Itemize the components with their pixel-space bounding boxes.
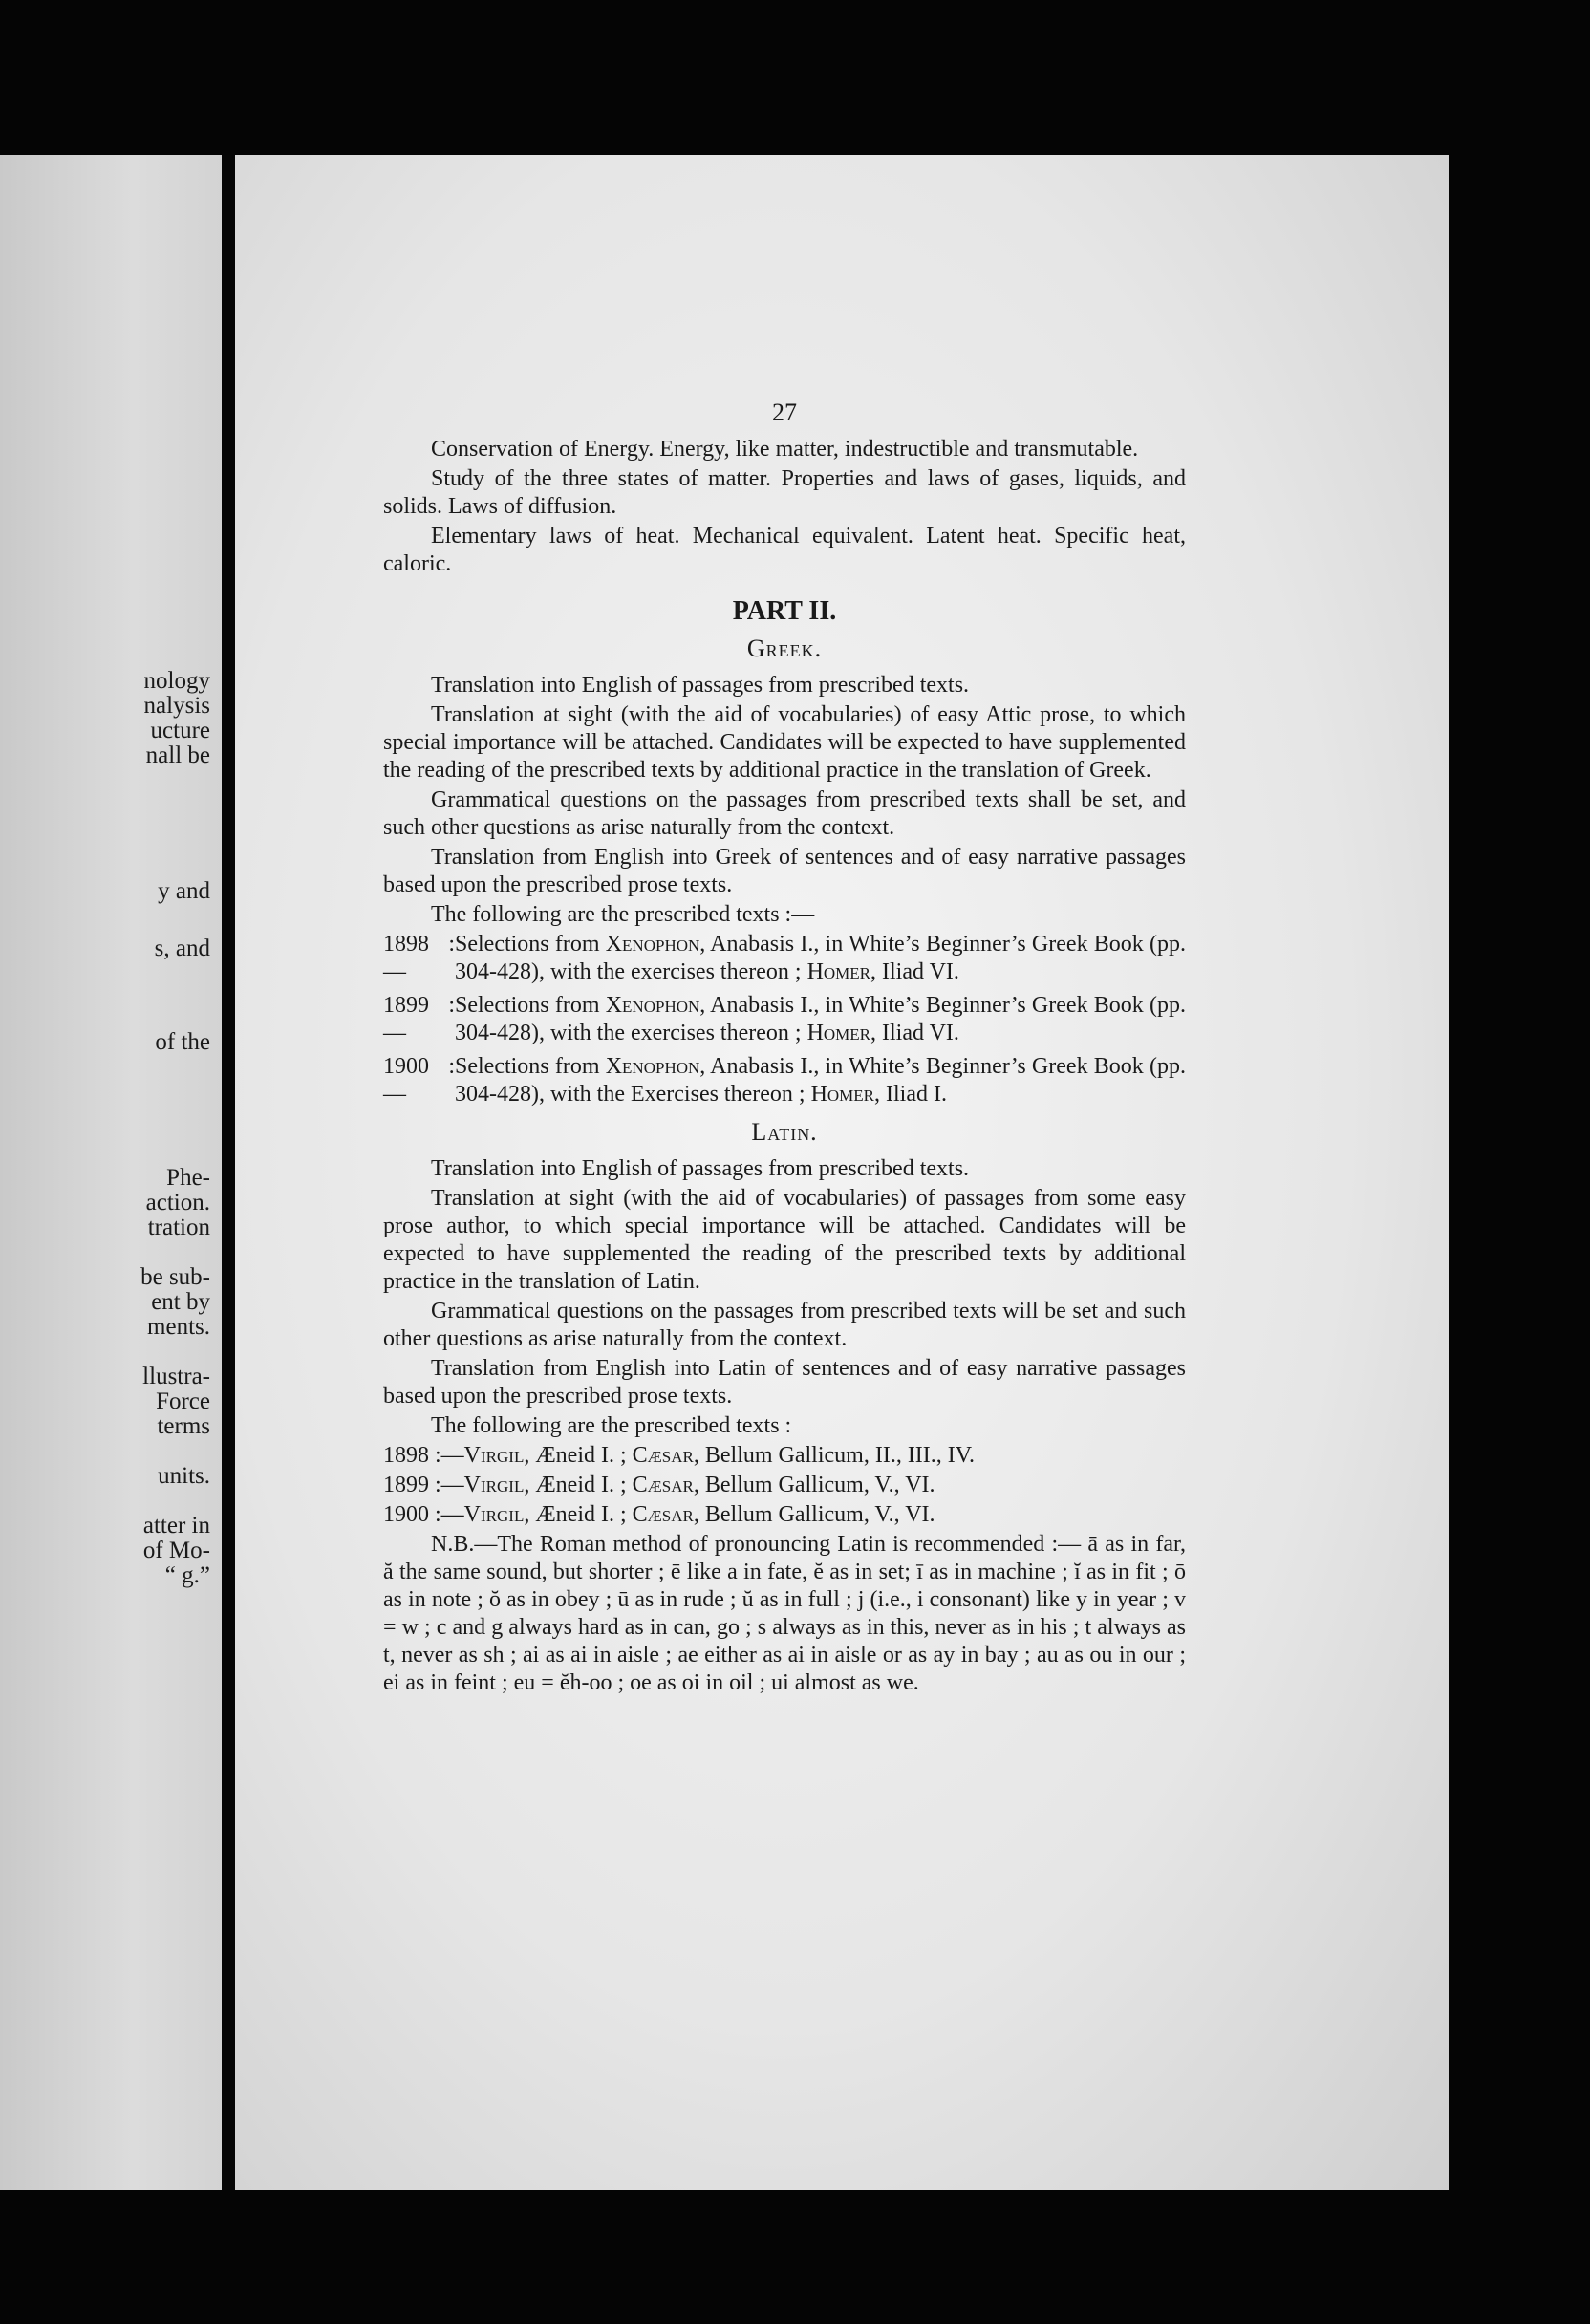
latin-paragraph: Translation at sight (with the aid of vocabularies) of passages from some easy prose author, to which special importance will be attached. Candidates will be expected to have supplemented the reading of the prescribed texts by additional practice in the translation of Latin. bbox=[383, 1186, 1186, 1294]
left-page-fragment: of the bbox=[155, 1029, 210, 1055]
author-name: Homer bbox=[806, 1021, 871, 1045]
latin-paragraph: Translation into English of passages from prescribed texts. bbox=[431, 1156, 970, 1181]
author-name: Cæsar bbox=[632, 1502, 694, 1527]
greek-text-entry bbox=[383, 1053, 1186, 1108]
left-page-fragment: nology bbox=[143, 668, 210, 694]
author-name: Xenophon bbox=[605, 1054, 700, 1079]
physics-paragraph: Study of the three states of matter. Properties and laws of gases, liquids, and solids. Laws of diffusion. bbox=[383, 466, 1186, 519]
latin-text-entry bbox=[383, 1442, 1186, 1470]
entry-year: 1898 :— bbox=[383, 1443, 464, 1468]
left-page-fragment: y and bbox=[158, 878, 210, 904]
entry-year: 1899 :— bbox=[383, 1473, 464, 1497]
author-name: Homer bbox=[810, 1082, 875, 1107]
left-page-fragment: “ g.” bbox=[164, 1562, 210, 1588]
latin-heading: Latin. bbox=[751, 1118, 818, 1146]
book-gutter bbox=[222, 155, 235, 2190]
left-page-fragment: nalysis bbox=[143, 693, 210, 719]
right-page bbox=[235, 155, 1449, 2190]
author-name: Virgil bbox=[463, 1502, 525, 1527]
greek-text-entry bbox=[383, 992, 1186, 1047]
entry-year: 1899 :— bbox=[383, 993, 455, 1045]
left-page-fragment: ucture bbox=[150, 718, 210, 743]
entry-text-part: Selections from bbox=[455, 932, 606, 957]
left-page-fragment: terms bbox=[157, 1413, 210, 1439]
entry-text bbox=[455, 992, 1186, 1047]
author-name: Virgil bbox=[463, 1473, 525, 1497]
greek-text-entry bbox=[383, 931, 1186, 986]
greek-section bbox=[383, 635, 1186, 1108]
pronunciation-note bbox=[383, 1531, 1186, 1697]
greek-paragraph: Grammatical questions on the passages from prescribed texts shall be set, and such other questions as arise naturally from the context. bbox=[383, 787, 1186, 840]
greek-paragraph: The following are the prescribed texts :— bbox=[431, 902, 815, 927]
entry-year: 1898 :— bbox=[383, 932, 455, 984]
left-page-fragment: be sub- bbox=[140, 1264, 210, 1290]
entry-text-part: Selections from bbox=[455, 1054, 606, 1079]
latin-paragraph: The following are the prescribed texts : bbox=[431, 1413, 792, 1438]
entry-text-part: , Æneid I. ; bbox=[524, 1443, 633, 1468]
left-page-fragment: llustra- bbox=[142, 1364, 210, 1389]
left-page-fragment: ent by bbox=[151, 1289, 210, 1315]
entry-text-part: , Bellum Gallicum, V., VI. bbox=[693, 1502, 935, 1527]
entry-text-part: , Iliad VI. bbox=[870, 1021, 959, 1045]
left-page-fragment: ments. bbox=[147, 1314, 210, 1340]
latin-paragraph: Translation from English into Latin of sentences and of easy narrative passages based upon the prescribed prose texts. bbox=[383, 1356, 1186, 1409]
author-name: Xenophon bbox=[605, 932, 700, 957]
entry-text-part: , Æneid I. ; bbox=[524, 1473, 633, 1497]
page-content bbox=[383, 398, 1186, 1699]
left-page-fragment: Force bbox=[156, 1388, 210, 1414]
left-page-fragment: Phe- bbox=[166, 1165, 210, 1191]
entry-text-part: , Anabasis I., in White’s Beginner’s Greek Book (pp. 304-428), with the exercises thereon ; bbox=[455, 993, 1186, 1045]
latin-paragraph: Grammatical questions on the passages from prescribed texts will be set and such other questions as arise naturally from the context. bbox=[383, 1299, 1186, 1351]
latin-text-entry bbox=[383, 1472, 1186, 1499]
author-name: Homer bbox=[806, 959, 871, 984]
left-page-fragment: action. bbox=[145, 1190, 210, 1216]
entry-text bbox=[455, 931, 1186, 986]
entry-year: 1900 :— bbox=[383, 1054, 455, 1107]
page-number: 27 bbox=[772, 398, 797, 426]
entry-text-part: , Æneid I. ; bbox=[524, 1502, 633, 1527]
nota-bene-text: —The Roman method of pronouncing Latin is recommended :— ā as in far, ă the same sound, but shorter ; ē like a in fate, ĕ as in set; ī as in machine ; ĭ as in fit ; ō as in note ; ŏ as in obey ; ū as in rude ; ŭ as in full ; j (i.e., i consonant) like y in year ; v = w ; c and g always hard as in can, go ; s always as in this, never as in his ; t always as t, never as sh ; ai as ai in aisle ; ae either as ai in aisle or as ay in bay ; au as ou in our ; ei as in feint ; eu = ĕh-oo ; oe as oi in oil ; ui almost as we. bbox=[383, 1532, 1186, 1695]
entry-text bbox=[455, 1053, 1186, 1108]
entry-text-part: , Bellum Gallicum, II., III., IV. bbox=[693, 1443, 976, 1468]
latin-section bbox=[383, 1118, 1186, 1697]
greek-paragraph: Translation into English of passages from prescribed texts. bbox=[431, 673, 970, 698]
left-page-fragment: nall be bbox=[145, 742, 210, 768]
greek-paragraph: Translation at sight (with the aid of vocabularies) of easy Attic prose, to which special importance will be attached. Candidates will be expected to have supplemented the reading of the prescribed texts by additional practice in the translation of Greek. bbox=[383, 702, 1186, 783]
entry-text-part: , Iliad VI. bbox=[870, 959, 959, 984]
physics-paragraph: Elementary laws of heat. Mechanical equivalent. Latent heat. Specific heat, caloric. bbox=[383, 524, 1186, 576]
part-heading: PART II. bbox=[732, 596, 837, 626]
left-page bbox=[0, 155, 222, 2190]
nota-bene-label: N.B. bbox=[431, 1532, 475, 1557]
entry-year: 1900 :— bbox=[383, 1502, 464, 1527]
latin-text-entry bbox=[383, 1501, 1186, 1529]
physics-section bbox=[383, 436, 1186, 578]
author-name: Cæsar bbox=[632, 1473, 694, 1497]
author-name: Virgil bbox=[463, 1443, 525, 1468]
entry-text-part: Selections from bbox=[455, 993, 606, 1018]
author-name: Cæsar bbox=[632, 1443, 694, 1468]
entry-text-part: , Bellum Gallicum, V., VI. bbox=[693, 1473, 935, 1497]
entry-text-part: , Iliad I. bbox=[874, 1082, 947, 1107]
left-page-fragment: s, and bbox=[154, 936, 210, 961]
entry-text-part: , Anabasis I., in White’s Beginner’s Greek Book (pp. 304-428), with the Exercises thereon ; bbox=[455, 1054, 1186, 1107]
author-name: Xenophon bbox=[605, 993, 700, 1018]
entry-text-part: , Anabasis I., in White’s Beginner’s Greek Book (pp. 304-428), with the exercises thereon ; bbox=[455, 932, 1186, 984]
greek-paragraph: Translation from English into Greek of sentences and of easy narrative passages based upon the prescribed prose texts. bbox=[383, 845, 1186, 897]
left-page-fragment: of Mo- bbox=[142, 1538, 210, 1563]
left-page-fragment: tration bbox=[147, 1215, 210, 1240]
greek-heading: Greek. bbox=[746, 635, 823, 662]
left-page-fragment: atter in bbox=[142, 1513, 210, 1539]
left-page-fragment: units. bbox=[158, 1463, 210, 1489]
physics-paragraph: Conservation of Energy. Energy, like matter, indestructible and transmutable. bbox=[431, 437, 1139, 462]
